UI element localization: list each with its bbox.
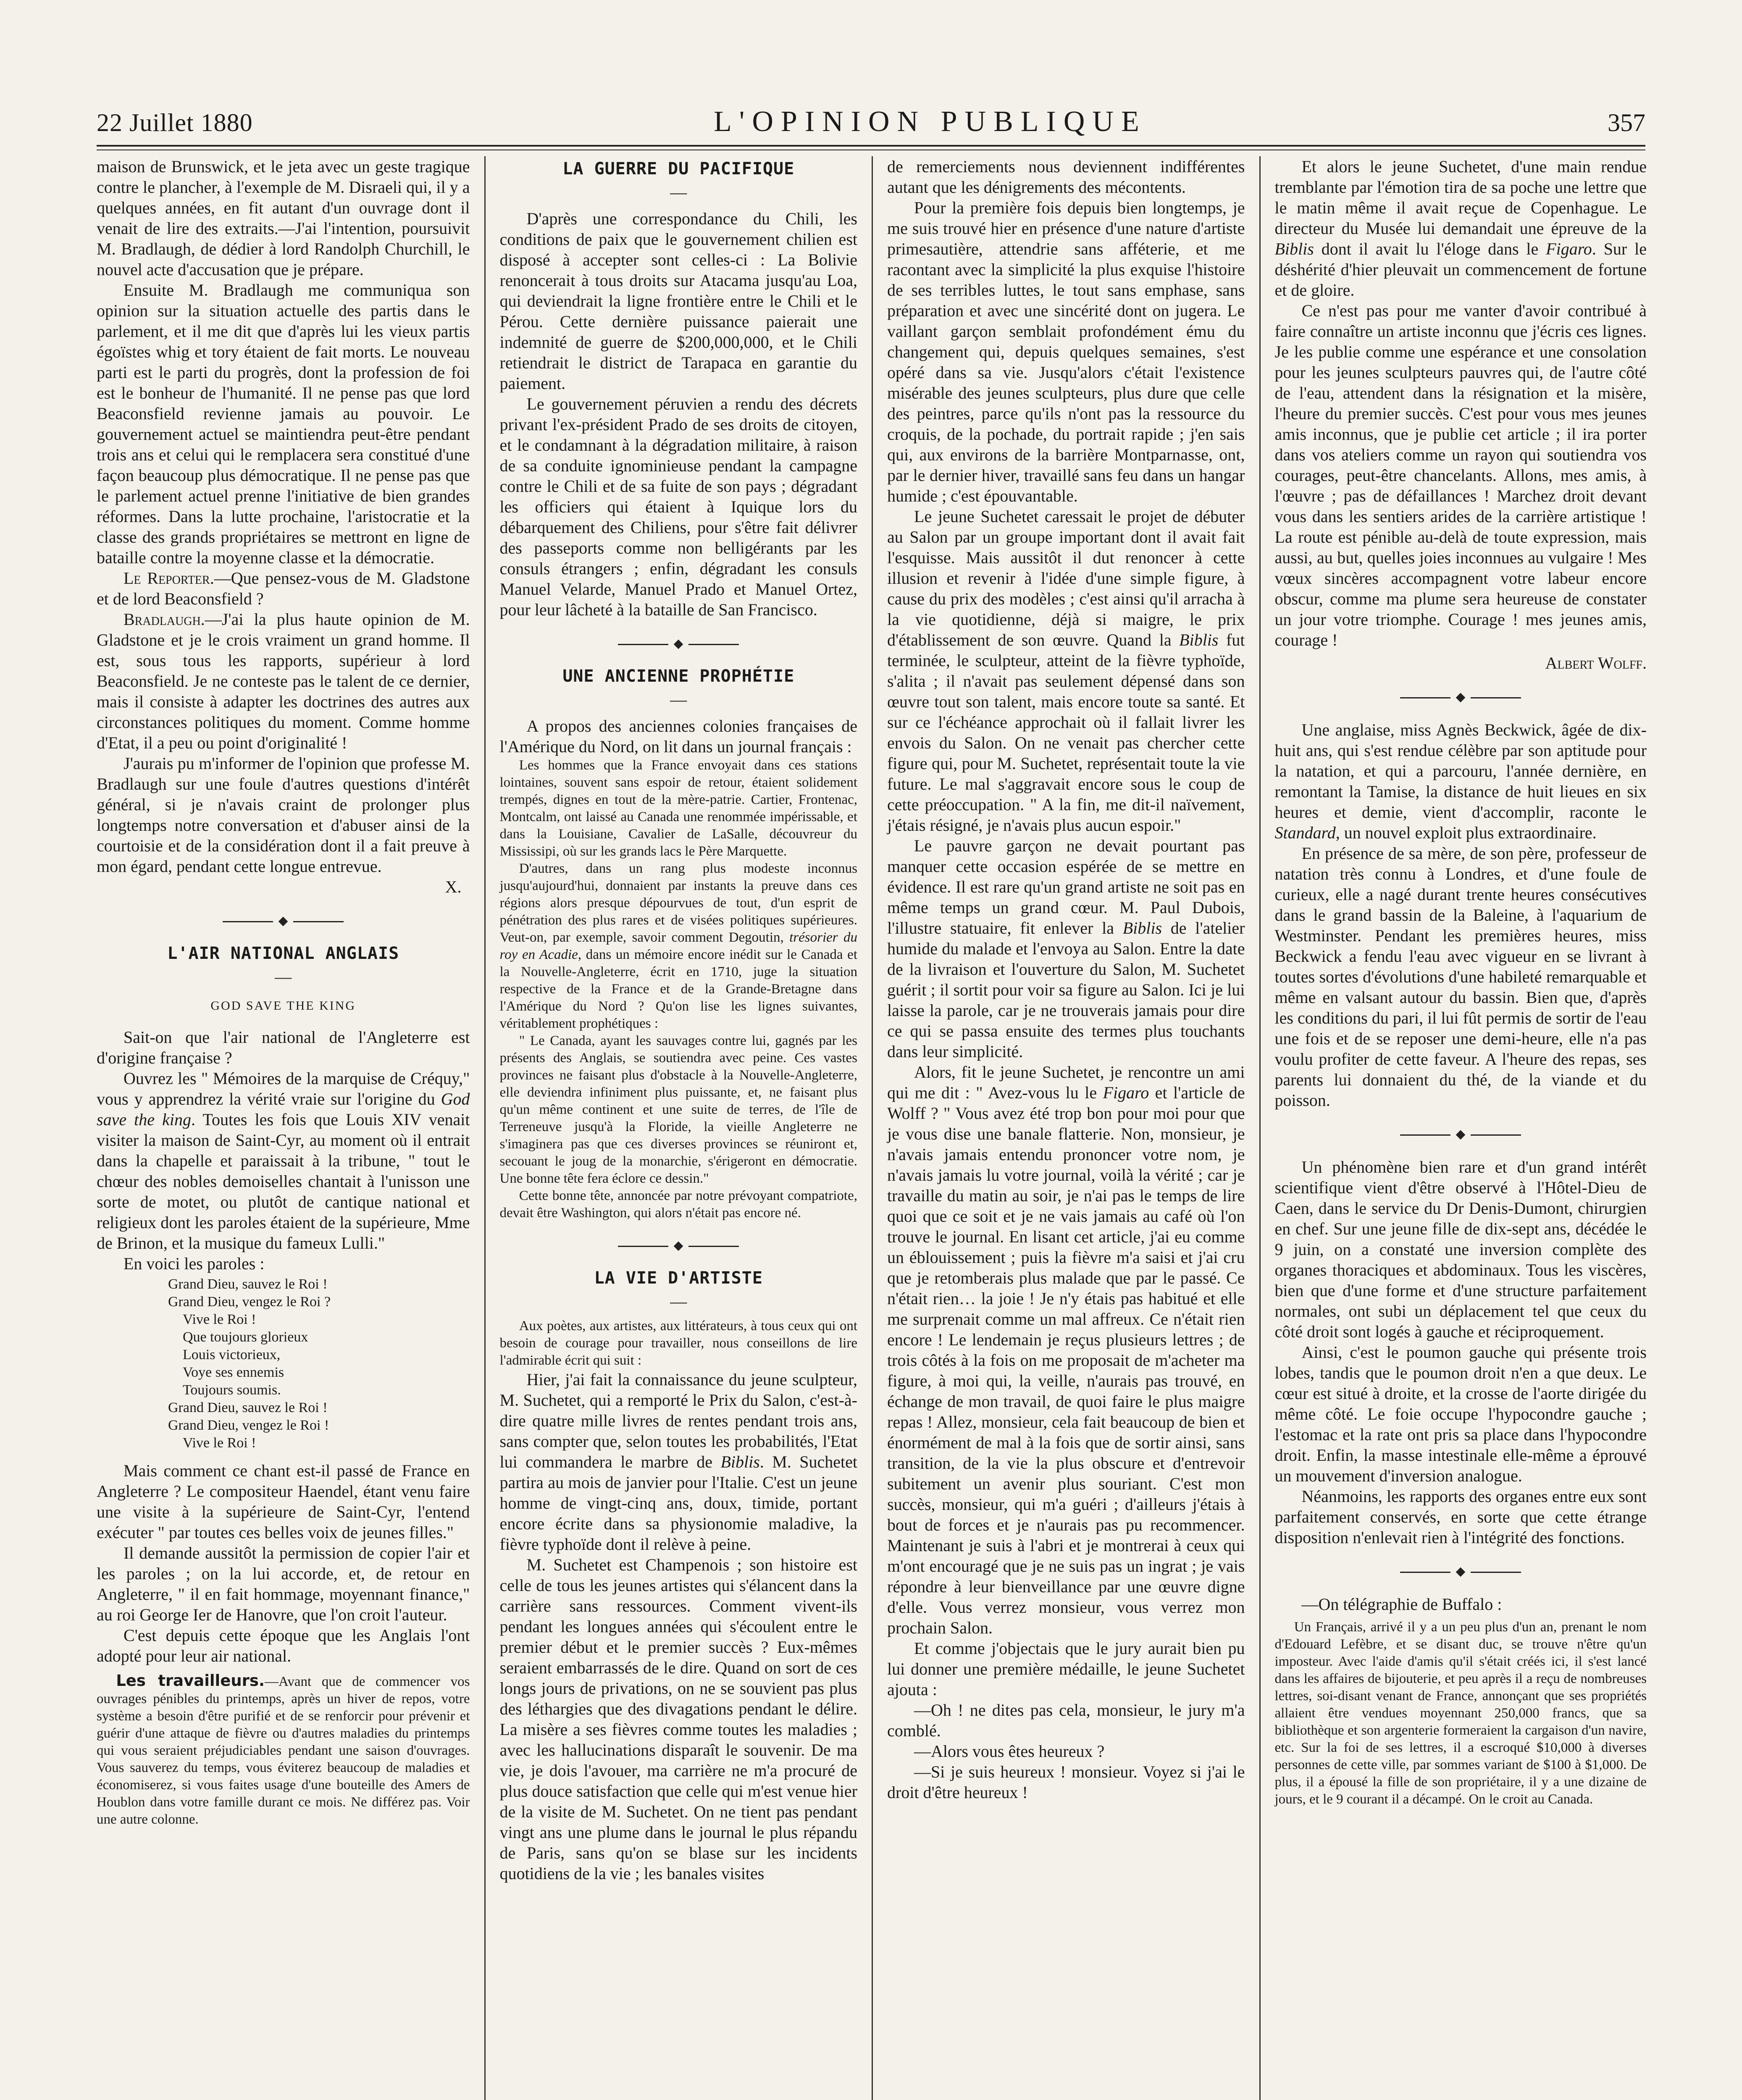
separator-ornament xyxy=(97,918,470,925)
quoted-paragraph xyxy=(500,860,858,1032)
verse-line: Louis victorieux, xyxy=(183,1347,281,1362)
text: Hier, j'ai fait la connaissance du jeune sculpteur, M. Suchetet, qui a remporté le Prix du Salon, c'est-à-dire quatre mille livres de rentes pendant trois ans, sans compter que, selon toutes les probabilités, l'Etat lui commandera le marbre de xyxy=(499,1370,857,1471)
paragraph: Ensuite M. Bradlaugh me communiqua son opinion sur la situation actuelle des partis dans le parlement, et il me dit que d'après lui les vieux partis égoïstes whig et tory étaient de fait morts. Le nouveau parti est le parti du progrès, dont la profession de foi est le bonheur de l'humanité. Il ne pense pas que lord Beaconsfield revienne jamais au pouvoir. Le gouvernement actuel se maintiendra peut-être pendant trois ans et celui qui le remplacera sera constitué d'une façon beaucoup plus démocratique. Il ne pense pas que le parlement actuel prenne l'initiative de bien grandes réformes. Dans la lutte prochaine, l'aristocratie et la classe des grands propriétaires se mettront en ligne de bataille contre la moyenne classe et la démocratie. xyxy=(97,281,470,567)
title-dash: — xyxy=(670,1292,687,1311)
running-head xyxy=(97,105,1645,143)
text: Alors, fit le jeune Suchetet, je rencontre un ami qui me dit : " Avez-vous lu le xyxy=(887,1063,1245,1102)
ad-body: —Avant que de commencer vos ouvrages pénibles du printemps, après un hiver de repos, votre système a besoin d'être purifié et de se renforcir pour prévenir et guérir d'une attaque de fièvre ou d'autres maladies du printemps qui vous seraient préjudiciables pendant une saison d'ouvrages. Vous sauverez du temps, vous éviterez beaucoup de maladies et économiserez, si vous faites usage d'une bouteille des Amers de Houblon dans votre famille durant ce mois. Ne différez pas. Voir une autre colonne. xyxy=(97,1674,470,1827)
italic-text: Standard xyxy=(1274,823,1336,842)
ad-lead: Les travailleurs. xyxy=(116,1672,265,1690)
intro-note: Aux poètes, aux artistes, aux littérateurs, à tous ceux qui ont besoin de courage pour travailler, nous conseillons de lire l'admirable écrit qui suit : xyxy=(499,1318,857,1368)
signature: X. xyxy=(445,877,462,896)
paragraph: Un phénomène bien rare et d'un grand intérêt scientifique vient d'être observé à l'Hôtel-Dieu de Caen, dans le service du Dr Denis-Dumont, chirurgien en chef. Sur une jeune fille de dix-sept ans, décédée le 9 juin, on a constaté une inversion complète des organes thoraciques et abdominaux. Tous les viscères, bien que d'une forme et d'une structure parfaitement normales, ont subi un déplacement tel que ceux du côté droit sont logés à gauche et réciproquement. xyxy=(1274,1158,1647,1341)
paragraph: —Alors vous êtes heureux ? xyxy=(914,1742,1105,1761)
paragraph xyxy=(887,835,1245,1062)
paragraph: J'aurais pu m'informer de l'opinion que professe M. Bradlaugh sur une foule d'autres questions d'intérêt général, si je n'avais craint de prolonger plus longtemps notre conversation et d'abuser ainsi de la courtoisie et de la considération dont il a fait preuve à mon égard, pendant cette longue entrevue. xyxy=(97,754,470,876)
text: Le jeune Suchetet caressait le projet de débuter au Salon par un groupe important dont il avait fait l'esquisse. Mais aussitôt il dut renoncer à cette illusion et revenir à l'idée d'une simple figure, à cause du prix des modèles ; c'est ainsi qu'il arracha à la vie quotidienne, déjà si maigre, le prix d'établissement de son œuvre. Quand la xyxy=(887,507,1245,649)
paragraph: Le gouvernement péruvien a rendu des décrets privant l'ex-président Prado de ses droits de citoyen, et le condamnant à la dégradation militaire, à raison de sa conduite ignominieuse pendant la campagne contre le Chili et de sa fuite de son pays ; dégradant les officiers qui étaient à Iquique lors du débarquement des Chiliens, pour s'être fait délivrer des passeports comme non belligérants par les consuls étrangers ; enfin, dégradant les consuls Manuel Velarde, Manuel Prado et Manuel Ortez, pour leur lâcheté à la bataille de San Francisco. xyxy=(499,394,857,619)
paragraph: maison de Brunswick, et le jeta avec un geste tragique contre le plancher, à l'exemple de M. Disraeli qui, il y a quelques années, en fit autant d'un ouvrage dont il venait de lire des extraits.—J'ai l'intention, poursuivit M. Bradlaugh, de dédier à lord Randolph Churchill, le nouvel acte d'accusation que je prépare. xyxy=(97,157,470,279)
text: de l'atelier humide du malade et l'envoya au Salon. Entre la date de la livraison et l'ouverture du Salon, M. Suchetet guérit ; il sortit pour voir sa figure au Salon. Ici je lui laisse la parole, car je ne trouverais jamais pour dire ce qui se passa ensuite des termes plus touchants dans leur simplicité. xyxy=(887,919,1245,1061)
article-title: UNE ANCIENNE PROPHÉTIE xyxy=(562,667,795,686)
dialogue-text: —Que pensez-vous de M. Gladstone et de lord Beaconsfield ? xyxy=(97,569,470,608)
separator-ornament xyxy=(500,1243,858,1250)
masthead-title: L'OPINION PUBLIQUE xyxy=(713,105,1147,138)
text: fut terminée, le sculpteur, atteint de la fièvre typhoïde, s'alita ; il n'avait pas seulement dépensé dans son œuvre tout son talent, mais encore toute sa santé. Et sur ce l'échéance approchait où il fallait livrer les envois du Salon. On ne venait pas chercher cette figure qui, pour M. Suchetet, représentait toute la vie future. Le mal s'aggravait encore sous le coup de cette préoccupation. " A la fin, me dit-il naïvement, j'étais résigné, je n'avais plus aucun espoir." xyxy=(887,630,1245,835)
paragraph xyxy=(887,506,1245,835)
italic-text: Figaro xyxy=(1546,239,1592,258)
text: et l'article de Wolff ? " Vous avez été trop bon pour moi pour que je vous dise une banale flatterie. Non, monsieur, je n'avais jamais entendu prononcer votre nom, je n'avais jamais lu votre journal, voilà la vérité ; car je travaille du matin au soir, je n'ai pas le temps de lire quoi que ce soit et je ne vais jamais au café où l'on trouve le journal. En lisant cet article, j'ai eu comme un éblouissement ; puis la fièvre m'a saisi et j'ai cru que je retomberais plus malade que par le passé. Ce n'était rien… la joie ! Je n'y étais pas habitué et elle me surprenait comme un mal affreux. Ce n'était rien encore ! Le lendemain je reçus plusieurs lettres ; de trois côtés à la fois on me proposait de m'acheter ma figure, à moi qui, la veille, n'aurais pas trouvé, en échange de mon travail, de quoi faire le plus maigre repas ! Allez, monsieur, cela fait beaucoup de bien et énormément de mal à la fois que de sortir ainsi, sans transition, de la vie la plus obscure et d'entrevoir subitement un avenir plus souriant. C'est mon succès, monsieur, qui m'a guéri ; d'ailleurs j'étais à bout de forces et je n'aurais pas pu recommencer. Maintenant je suis à l'abri et je montrerai à ceux qui m'ont encouragé que je ne suis pas un ingrat ; je vais répondre à leur bienveillance par une œuvre digne d'elle. Vous verrez monsieur, vous verrez mon prochain Salon. xyxy=(887,1083,1245,1637)
header-rule xyxy=(97,145,1645,147)
text: . Toutes les fois que Louis XIV venait visiter la maison de Saint-Cyr, au moment où il entrait dans la chapelle et paraissait à la tribune, " tout le chœur des nobles demoiselles chantait à l'unisson une sorte de motet, ou plutôt de cantique national et religieux dont les paroles étaient de la supérieure, Mme de Brinon, et la musique du fameux Lulli." xyxy=(97,1110,470,1252)
text: dont il avait lu l'éloge dans le xyxy=(1314,239,1546,258)
columns xyxy=(97,156,1647,2100)
paragraph: Néanmoins, les rapports des organes entre eux sont parfaitement conservés, en sorte que cette étrange disposition n'enlevait rien à l'intégrité des fonctions. xyxy=(1274,1487,1647,1547)
paragraph: Il demande aussitôt la permission de copier l'air et les paroles ; on la lui accorde, et, de retour en Angleterre, " il en fait hommage, moyennant finance," au roi George Ier de Hanovre, que l'on croit l'auteur. xyxy=(97,1544,470,1624)
speaker: Le Reporter. xyxy=(123,569,214,588)
paragraph xyxy=(1275,719,1647,843)
paragraph: C'est depuis cette époque que les Anglais l'ont adopté pour leur air national. xyxy=(97,1626,470,1665)
text: D'autres, dans un rang plus modeste inconnus jusqu'aujourd'hui, donnaient par instants la preuve dans ces régions alors presque dépourvues de tout, d'un esprit de pénétration des plus rares et de visées politiques supérieures. Veut-on, par exemple, savoir comment Degoutin, xyxy=(499,861,857,945)
paragraph: Ce n'est pas pour me vanter d'avoir contribué à faire connaître un artiste inconnu que j'écris ces lignes. Je les publie comme une espérance et une consolation pour les jeunes sculpteurs pauvres qui, de l'autre côté de l'eau, attendent dans la résignation et la misère, l'heure du premier succès. C'est pour vous mes jeunes amis inconnus, que je publie cet article ; il ira porter dans vos ateliers comme un rayon qui soutiendra vos courages, peut-être chancelants. Allons, mes amis, à l'œuvre ; pas de défaillances ! Marchez droit devant vous dans les sentiers arides de la carrière artistique ! La route est pénible au-delà de toute expression, mais aussi, au but, quelles joies inconnues au vulgaire ! Mes vœux sincères accompagnent votre labeur encore obscur, comme ma plume sera heureuse de constater un jour votre triomphe. Courage ! mes jeunes amis, courage ! xyxy=(1274,301,1647,649)
text: Le pauvre garçon ne devait pourtant pas manquer cette occasion espérée de se mettre en évidence. Il est rare qu'un grand artiste ne soit pas en même temps un grand cœur. M. Paul Dubois, l'illustre statuaire, fit enlever la xyxy=(887,836,1245,937)
paragraph: de remerciements nous deviennent indifférentes autant que les dénigrements des mécontents. xyxy=(887,157,1245,197)
separator-ornament xyxy=(1275,1569,1647,1575)
article-subhead: GOD SAVE THE KING xyxy=(210,999,356,1013)
speaker: Bradlaugh. xyxy=(123,610,205,629)
paragraph: Ainsi, c'est le poumon gauche qui présente trois lobes, tandis que le poumon droit n'en a que deux. Le cœur est situé à droite, et la crosse de l'aorte dirigée du même côté. Le foie occupe l'hypocondre gauche ; l'estomac et la rate ont pris sa place dans l'hypocondre droit. Enfin, la masse intestinale elle-même a éprouvé un mouvement d'inversion analogue. xyxy=(1274,1343,1647,1485)
paragraph: Un Français, arrivé il y a un peu plus d'un an, prenant le nom d'Edouard Lefèbre, et se disant duc, se trouve n'être qu'un imposteur. Avec l'aide d'amis qu'il s'était créés ici, il s'est lancé dans les affaires de bijouterie, et peu après il a reçu de nombreuses lettres, soi-disant venant de France, annonçant que ses propriétés allaient être vendues moyennant 250,000 francs, que sa bibliothèque et son argenterie formeraient la cargaison d'un navire, etc. Sur la foi de ses lettres, il a escroqué $10,000 à diverses personnes de cette ville, par sommes variant de $100 à $1,000. De plus, il a épousé la fille de son propriétaire, il y a une dizaine de jours, et le 9 courant il a décampé. On le croit au Canada. xyxy=(1274,1620,1647,1807)
advertisement xyxy=(97,1672,470,1828)
paragraph: —On télégraphie de Buffalo : xyxy=(1301,1595,1502,1614)
verse-line: Grand Dieu, vengez le Roi ! xyxy=(168,1418,329,1433)
verse-line: Voye ses ennemis xyxy=(183,1365,284,1380)
separator-ornament xyxy=(1275,694,1647,701)
paragraph: —Si je suis heureux ! monsieur. Voyez si j'ai le droit d'être heureux ! xyxy=(887,1762,1245,1802)
separator-ornament xyxy=(500,641,858,648)
column-2 xyxy=(484,156,872,2100)
paragraph: A propos des anciennes colonies françaises de l'Amérique du Nord, on lit dans un journal français : xyxy=(499,717,857,756)
paragraph xyxy=(97,1068,470,1253)
verse-line: Grand Dieu, sauvez le Roi ! xyxy=(168,1400,328,1415)
text: Une anglaise, miss Agnès Beckwick, âgée de dix-huit ans, qui s'est rendue célèbre par son aptitude pour la natation, et qui a parcouru, l'année dernière, en remontant la Tamise, la distance de huit lieues en six heures et demie, vient d'accomplir, raconte le xyxy=(1274,720,1647,822)
column-4 xyxy=(1259,156,1647,2100)
paragraph xyxy=(887,1062,1245,1638)
italic-text: Figaro xyxy=(1103,1083,1149,1102)
paragraph: Sait-on que l'air national de l'Angleterre est d'origine française ? xyxy=(97,1028,470,1067)
text: Ouvrez les " Mémoires de la marquise de Créquy," vous y apprendrez la vérité vraie sur l'origine du xyxy=(97,1069,470,1108)
title-dash: — xyxy=(670,690,687,709)
paragraph: D'après une correspondance du Chili, les conditions de paix que le gouvernement chilien est disposé à accepter sont celles-ci : La Bolivie renoncerait à tous droits sur Atacama jusqu'au Loa, qui deviendrait la ligne frontière entre le Chili et le Pérou. Cette dernière puissance paierait une indemnité de guerre de $200,000,000, et le Chili retiendrait le district de Tarapaca en garantie du paiement. xyxy=(499,209,857,393)
quoted-paragraph: Les hommes que la France envoyait dans ces stations lointaines, souvent sans espoir de retour, étaient solidement trempés, dignes en tout de la mère-patrie. Cartier, Frontenac, Montcalm, ont laissé au Canada une renommée impérissable, et dans la Louisiane, Cavalier de LaSalle, découvreur du Mississipi, où sur les grands lacs le Père Marquette. xyxy=(499,758,857,859)
verse-line: Vive le Roi ! xyxy=(183,1435,256,1451)
paragraph: —Oh ! ne dites pas cela, monsieur, le jury m'a comblé. xyxy=(887,1701,1245,1740)
article-title: LA GUERRE DU PACIFIQUE xyxy=(562,159,795,178)
italic-text: Biblis xyxy=(720,1452,760,1471)
verse-line: Vive le Roi ! xyxy=(183,1312,256,1327)
verse-line: Grand Dieu, vengez le Roi ? xyxy=(168,1294,331,1310)
dialogue-text: —J'ai la plus haute opinion de M. Gladstone et je le crois vraiment un grand homme. Il est, sous tous les rapports, supérieur à lord Beaconsfield. Je ne conteste pas le talent de ce dernier, mais il consiste à adapter les doctrines des autres aux circonstances politiques du moment. Comme homme d'Etat, il a peu ou point d'originalité ! xyxy=(97,610,470,752)
italic-text: trésorier du roy en Acadie xyxy=(499,930,858,962)
paragraph: Mais comment ce chant est-il passé de France en Angleterre ? Le compositeur Haendel, étant venu faire une visite à la supérieure de Saint-Cyr, l'entend exécuter " par toutes ces belles voix de jeunes filles." xyxy=(97,1461,470,1542)
text: , un nouvel exploit plus extraordinaire. xyxy=(1335,823,1597,842)
paragraph: Pour la première fois depuis bien longtemps, je me suis trouvé hier en présence d'une nature d'artiste primesautière, attendrie sans afféterie, et me racontant avec la simplicité la plus exquise l'histoire de ses terribles luttes, le tout sans emphase, sans préparation et avec une sincérité dont on jugera. Le vaillant garçon semblait profondément ému du changement qui, depuis quelques semaines, s'est opéré dans sa vie. Jusqu'alors c'était l'existence misérable des jeunes sculpteurs, plus dure que celle des peintres, parce qu'ils n'ont pas la ressource du croquis, de la pochade, du portrait rapide ; j'en sais qui, aux environs de la barrière Montparnasse, ont, par le dernier hiver, travaillé sans feu dans un hangar humide ; c'est épouvantable. xyxy=(887,198,1245,505)
dialogue-paragraph xyxy=(97,609,470,753)
text: Et alors le jeune Suchetet, d'une main rendue tremblante par l'émotion tira de sa poche une lettre que le matin même il avait reçue de Copenhague. Le directeur du Musée lui demandait une épreuve de la xyxy=(1274,157,1647,238)
quoted-paragraph: Cette bonne tête, annoncée par notre prévoyant compatriote, devait être Washington, qui alors n'était pas encore né. xyxy=(499,1188,857,1221)
issue-date: 22 Juillet 1880 xyxy=(97,109,253,136)
paragraph xyxy=(500,1369,858,1554)
text: , dans un mémoire encore inédit sur le Canada et la Nouvelle-Angleterre, écrit en 1710, juge la situation respective de la France et de la Grande-Bretagne dans l'Amérique du Nord ? Qu'on lise les lignes suivantes, véritablement prophétiques : xyxy=(499,947,857,1031)
song-verse xyxy=(97,1276,470,1452)
verse-line: Grand Dieu, sauvez le Roi ! xyxy=(168,1276,328,1292)
page-number: 357 xyxy=(1608,109,1645,136)
column-1 xyxy=(97,156,484,2100)
article-title: LA VIE D'ARTISTE xyxy=(594,1268,763,1288)
text: . M. Suchetet partira au mois de janvier pour l'Italie. C'est un jeune homme de vingt-cinq ans, doux, timide, portant encore écrite dans sa physionomie maladive, la fièvre typhoïde dont il relève à peine. xyxy=(499,1452,857,1554)
italic-text: Biblis xyxy=(1179,630,1219,649)
verse-line: Toujours soumis. xyxy=(183,1382,281,1398)
text: . Sur le déshérité d'hier pleuvait un commencement de fortune et de gloire. xyxy=(1274,239,1647,299)
paragraph: En présence de sa mère, de son père, professeur de natation très connu à Londres, et d'une foule de curieux, elle a nagé durant trente heures consécutives dans le grand bassin de la Baleine, à l'aquarium de Westminster. Pendant les premières heures, miss Beckwick a fendu l'eau avec vigueur en se livrant à toutes sortes d'évolutions d'une habileté remarquable et même en valsant autour du bassin. Bien que, d'après les conditions du pari, il lui fût permis de sortir de l'eau une fois et de se reposer une demi-heure, elle n'a pas voulu profiter de cette faveur. A l'heure des repas, ses parents lui donnaient du thé, de la viande et du poisson. xyxy=(1274,844,1647,1110)
signature: Albert Wolff. xyxy=(1545,654,1647,672)
italic-text: Biblis xyxy=(1274,239,1314,258)
paragraph xyxy=(1275,156,1647,300)
separator-ornament xyxy=(1275,1131,1647,1138)
paragraph: Et comme j'objectais que le jury aurait bien pu lui donner une première médaille, le jeune Suchetet ajouta : xyxy=(887,1639,1245,1699)
title-dash: — xyxy=(275,967,292,986)
column-3 xyxy=(872,156,1259,2100)
paragraph: M. Suchetet est Champenois ; son histoire est celle de tous les jeunes artistes qui s'élancent dans la carrière sans ressources. Comment vivent-ils pendant les longues années qui s'écoulent entre le premier début et le premier succès ? Eux-mêmes seraient embarrassés de le dire. Quand on sort de ces longs jours de privations, on ne se souvient pas plus des léthargies que des divagations pendant le délire. La misère a ses fièvres comme toutes les maladies ; avec les hallucinations disparaît le souvenir. De ma vie, je dois l'avouer, ma carrière ne m'a procuré de plus douce satisfaction que celle qui m'est venue hier de la visite de M. Suchetet. On ne tient pas pendant vingt ans une plume dans le journal le plus répandu de Paris, sans qu'on se blase sur les incidents quotidiens de la vie ; les banales visites xyxy=(499,1555,857,1883)
dialogue-paragraph xyxy=(97,568,470,609)
quoted-paragraph: " Le Canada, ayant les sauvages contre lui, gagnés par les présents des Anglais, se soutiendra avec peine. Ces vastes provinces ne faisant plus d'obstacle à la Nouvelle-Angleterre, elle deviendra infiniment plus puissante, et, ne faisant plus qu'un même continent et une suite de terres, de l'île de Terreneuve jusqu'à la Floride, la vieille Angleterre ne s'imaginera pas que ces diverses provinces se réuniront et, secouant le joug de la monarchie, s'érigeront en démocratie. Une bonne tête fera éclore ce dessin." xyxy=(499,1033,857,1186)
article-title: L'AIR NATIONAL ANGLAIS xyxy=(167,944,399,963)
verse-line: Que toujours glorieux xyxy=(183,1329,308,1345)
italic-text: Biblis xyxy=(1122,919,1162,937)
italic-title: God save the king xyxy=(97,1089,470,1129)
paragraph: En voici les paroles : xyxy=(123,1254,265,1273)
title-dash: — xyxy=(670,183,687,202)
